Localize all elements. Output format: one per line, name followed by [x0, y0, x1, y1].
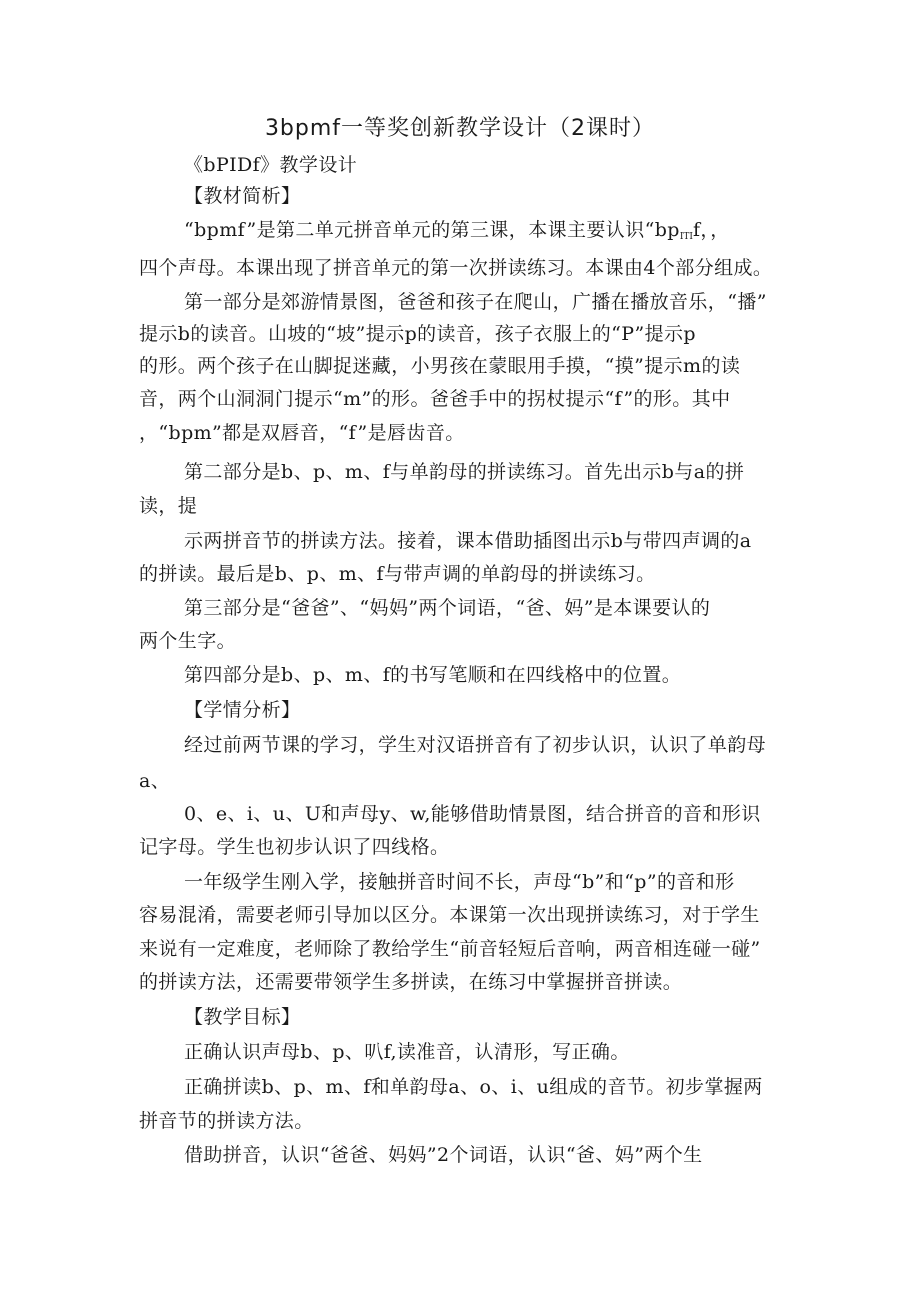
paragraph-line: 第一部分是郊游情景图，爸爸和孩子在爬山，广播在播放音乐，“播” [184, 291, 767, 313]
paragraph-line: 提示b的读音。山坡的“坡”提示p的读音，孩子衣服上的“P”提示p [139, 323, 696, 345]
paragraph-line: 四个声母。本课出现了拼音单元的第一次拼读练习。本课由4个部分组成。 [139, 257, 773, 279]
paragraph-line: a、 [139, 770, 171, 792]
paragraph-line: 容易混淆，需要老师引导加以区分。本课第一次出现拼读练习，对于学生 [139, 904, 760, 926]
paragraph-line: 第二部分是b、p、m、f与单韵母的拼读练习。首先出示b与a的拼 [184, 461, 745, 483]
paragraph-line: 经过前两节课的学习，学生对汉语拼音有了初步认识，认识了单韵母 [184, 734, 767, 756]
paragraph-line: 的拼读。最后是b、p、m、f与带声调的单韵母的拼读练习。 [139, 563, 656, 585]
paragraph-line: 正确认识声母b、p、叭f,读准音，认清形，写正确。 [184, 1041, 630, 1063]
paragraph-line: 记字母。学生也初步认识了四线格。 [139, 836, 450, 858]
paragraph-line: 第三部分是“爸爸”、“妈妈”两个词语，“爸、妈”是本课要认的 [184, 597, 711, 619]
section-heading-learner-analysis: 【学情分析】 [184, 699, 301, 721]
subscript-text: ITI [679, 232, 693, 242]
paragraph-line: 借助拼音，认识“爸爸、妈妈”2个词语，认识“爸、妈”两个生 [184, 1144, 703, 1166]
paragraph-line: 第四部分是b、p、m、f的书写笔顺和在四线格中的位置。 [184, 664, 682, 686]
section-heading-materials: 【教材简析】 [184, 185, 301, 207]
paragraph-line: 一年级学生刚入学，接触拼音时间不长，声母“b”和“p”的音和形 [184, 871, 735, 893]
text-run: f，， [692, 219, 730, 241]
paragraph-line: 的拼读方法，还需要带领学生多拼读，在练习中掌握拼音拼读。 [139, 971, 683, 993]
section-heading-teaching-goals: 【教学目标】 [184, 1006, 301, 1028]
paragraph-line: 来说有一定难度，老师除了教给学生“前音轻短后音响，两音相连碰一碰” [139, 938, 761, 960]
paragraph-line: 拼音节的拼读方法。 [139, 1110, 314, 1132]
paragraph-line: 的形。两个孩子在山脚捉迷藏，小男孩在蒙眼用手摸，“摸”提示m的读 [139, 355, 741, 377]
text-run: “bpmf”是第二单元拼音单元的第三课，本课主要认识“bp [184, 219, 680, 241]
paragraph-line: 读，提 [139, 495, 198, 517]
document-subtitle: 《bPIDf》教学设计 [184, 154, 358, 176]
paragraph-line: ，“bpm”都是双唇音，“f”是唇齿音。 [139, 422, 465, 444]
paragraph-line: 示两拼音节的拼读方法。接着，课本借助插图出示b与带四声调的a [184, 530, 752, 552]
paragraph-line: 两个生字。 [139, 630, 237, 652]
paragraph-line: 音，两个山洞洞门提示“m”的形。爸爸手中的拐杖提示“f”的形。其中 [139, 388, 731, 410]
paragraph-line: 0、e、i、u、U和声母y、w,能够借助情景图，结合拼音的音和形识 [184, 803, 761, 825]
paragraph-line [184, 218, 730, 249]
paragraph-line: 正确拼读b、p、m、f和单韵母a、o、i、u组成的音节。初步掌握两 [184, 1076, 763, 1098]
document-title: 3bpmf一等奖创新教学设计（2课时） [264, 116, 656, 141]
